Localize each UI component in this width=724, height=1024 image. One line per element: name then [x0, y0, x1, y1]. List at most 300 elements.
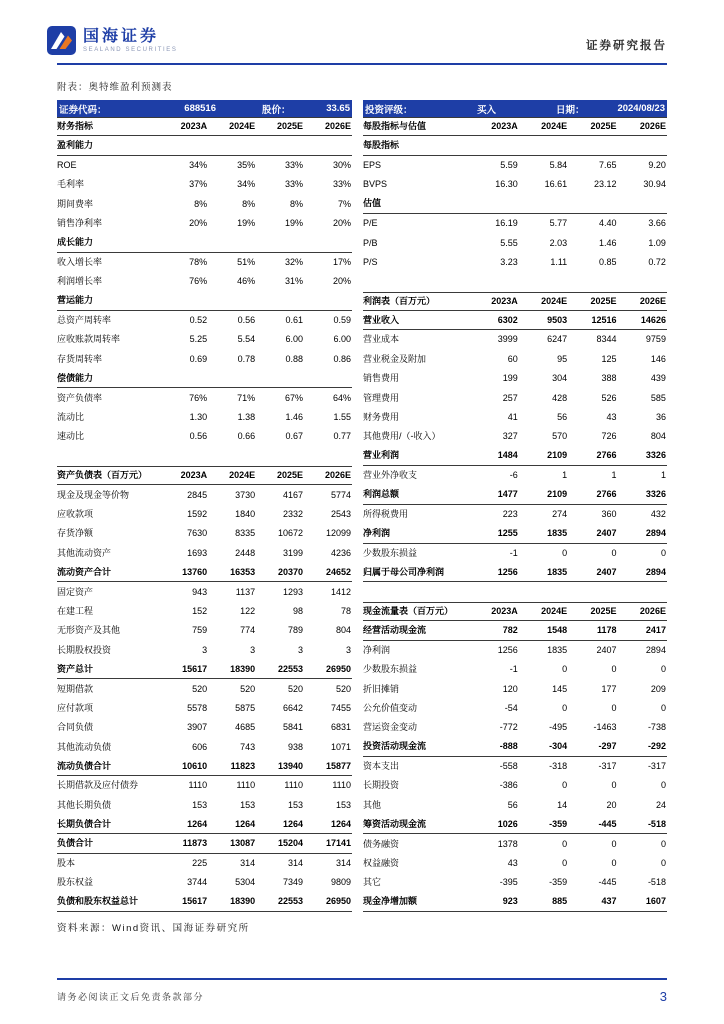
value-cell: -359	[549, 818, 568, 829]
value-cell: 153	[288, 799, 304, 810]
value-cell: 943	[192, 586, 208, 597]
value-cell: 1	[660, 470, 666, 481]
value-cell: 432	[650, 509, 666, 519]
row-label: 在建工程	[57, 605, 94, 616]
row-label: 无形资产及其他	[57, 625, 121, 636]
table-row	[57, 408, 352, 427]
value-cell: 1607	[645, 896, 666, 907]
value-cell: 11873	[182, 838, 208, 849]
stock-code-label: 证券代码：	[59, 104, 107, 116]
row-label: 合同负债	[57, 722, 94, 733]
sealand-logo-icon	[47, 26, 76, 55]
row-label: 资产总计	[57, 663, 94, 674]
table-row	[363, 757, 667, 776]
value-cell: 3326	[645, 489, 666, 500]
table-caption: 附表：奥特维盈利预测表	[57, 82, 173, 93]
value-cell: 0	[611, 547, 617, 558]
value-cell: 146	[650, 353, 666, 364]
value-cell: -445	[598, 818, 617, 829]
date-value: 2024/08/23	[617, 103, 665, 114]
table-spacer-row	[57, 447, 352, 466]
table-row	[57, 350, 352, 369]
value-cell: 520	[288, 683, 304, 694]
table-row	[57, 505, 352, 524]
value-cell: 1071	[330, 741, 351, 752]
value-cell: -318	[549, 761, 568, 772]
value-cell: 18390	[230, 896, 256, 907]
value-cell: -518	[647, 877, 666, 888]
value-cell: 789	[288, 625, 304, 636]
value-cell: 78%	[189, 256, 208, 267]
value-cell: 360	[601, 509, 617, 519]
value-cell: 3	[298, 644, 304, 655]
row-label: 管理费用	[363, 392, 400, 403]
stock-info-left	[57, 100, 352, 117]
value-cell: 2417	[645, 624, 666, 635]
value-cell: 3730	[235, 489, 256, 500]
value-cell: 585	[650, 392, 666, 403]
value-cell: 5.84	[549, 159, 568, 170]
page-footer	[57, 978, 667, 1004]
value-cell: -772	[499, 722, 518, 733]
value-cell: 3	[202, 644, 208, 655]
value-cell: 7455	[330, 702, 351, 713]
value-cell: 0.69	[189, 353, 208, 364]
value-cell: 1264	[187, 818, 208, 829]
value-cell: 3.66	[648, 218, 666, 229]
value-cell: -1	[509, 547, 518, 558]
table-row	[57, 253, 352, 272]
value-cell: 2894	[645, 644, 666, 655]
row-label: 资本支出	[363, 761, 400, 772]
row-label: 其他长期负债	[57, 799, 112, 810]
table-row	[57, 214, 352, 233]
value-cell: 314	[335, 858, 351, 869]
value-cell: 10672	[278, 528, 304, 539]
value-cell: 71%	[237, 392, 256, 403]
value-cell: -317	[647, 761, 666, 772]
rating-label: 投资评级：	[365, 104, 413, 116]
value-cell: 78	[340, 605, 351, 616]
row-label: 存货周转率	[57, 353, 103, 364]
row-label: 估值	[363, 198, 382, 209]
value-cell: 46%	[237, 276, 256, 287]
row-label: 应收款项	[57, 509, 94, 519]
row-label: 每股指标	[363, 140, 400, 151]
table-row	[363, 311, 667, 330]
table-row	[363, 350, 667, 369]
valuation-income-cashflow-table	[363, 117, 667, 912]
value-cell: 304	[552, 373, 568, 384]
year-header-cell: 2026E	[639, 121, 666, 132]
value-cell: 225	[192, 858, 208, 869]
row-label: 长期负债合计	[57, 818, 112, 829]
value-cell: -359	[549, 877, 568, 888]
value-cell: 153	[335, 799, 351, 810]
value-cell: 14626	[640, 314, 666, 325]
row-label: 收入增长率	[57, 256, 103, 267]
brand-block	[47, 26, 177, 55]
value-cell: 6.00	[285, 334, 304, 345]
value-cell: 1026	[497, 818, 518, 829]
value-cell: 23.12	[594, 179, 617, 190]
brand-subtitle: SEALAND SECURITIES	[83, 46, 178, 53]
table-row	[363, 738, 667, 757]
table-row	[57, 485, 352, 504]
value-cell: 4167	[283, 489, 304, 500]
table-row	[363, 427, 667, 446]
value-cell: 0.72	[648, 256, 666, 267]
table-row	[57, 621, 352, 640]
stock-info-bar	[57, 100, 667, 117]
value-cell: -738	[647, 722, 666, 733]
brand-name: 国海证券	[83, 27, 160, 45]
table-spacer-row	[363, 272, 667, 291]
value-cell: -297	[598, 741, 617, 752]
row-label: 现金净增加额	[363, 896, 418, 907]
table-row	[57, 156, 352, 175]
table-row	[57, 815, 352, 834]
value-cell: 2407	[596, 644, 617, 655]
value-cell: 20370	[278, 566, 304, 577]
value-cell: -317	[598, 761, 617, 772]
value-cell: 30.94	[643, 179, 666, 190]
row-label: 期间费率	[57, 198, 94, 209]
value-cell: 34%	[237, 179, 256, 190]
row-label: 营业利润	[363, 450, 400, 461]
row-label: 总资产周转率	[57, 315, 112, 326]
table-row	[363, 621, 667, 640]
value-cell: 34%	[189, 159, 208, 170]
row-label: 流动比	[57, 412, 85, 423]
value-cell: 0.85	[599, 256, 617, 267]
value-cell: 4685	[235, 722, 256, 733]
table-row	[57, 524, 352, 543]
value-cell: 0	[562, 838, 568, 849]
value-cell: 15204	[278, 838, 304, 849]
value-cell: 33%	[285, 179, 304, 190]
table-row	[363, 699, 667, 718]
value-cell: 1255	[497, 527, 518, 538]
table-row	[363, 330, 667, 349]
row-label: 少数股东损益	[363, 664, 418, 675]
row-label: 毛利率	[57, 179, 85, 190]
row-label: 其他流动资产	[57, 547, 112, 558]
row-label: 销售费用	[363, 373, 400, 384]
year-header-cell: 2025E	[277, 470, 304, 481]
value-cell: 153	[192, 799, 208, 810]
stock-code-value: 688516	[184, 103, 216, 114]
value-cell: 13940	[278, 760, 304, 771]
value-cell: 153	[240, 799, 256, 810]
table-row	[57, 854, 352, 873]
value-cell: 2766	[596, 450, 617, 461]
value-cell: 5.59	[500, 159, 518, 170]
value-cell: 16.61	[544, 179, 568, 190]
table-row	[57, 117, 352, 136]
value-cell: 1840	[235, 509, 256, 519]
value-cell: -1463	[593, 722, 617, 733]
row-label: 资产负债率	[57, 392, 103, 403]
table-row	[57, 757, 352, 776]
table-row	[57, 893, 352, 912]
value-cell: 13087	[230, 838, 256, 849]
value-cell: 14	[557, 799, 568, 810]
year-header-cell: 2026E	[639, 605, 666, 616]
value-cell: 7%	[337, 198, 351, 209]
value-cell: 76%	[189, 276, 208, 287]
value-cell: 1.38	[237, 412, 256, 423]
value-cell: 743	[240, 741, 256, 752]
value-cell: 2894	[645, 566, 666, 577]
table-row	[57, 136, 352, 155]
row-label: 经营活动现金流	[363, 624, 427, 635]
value-cell: 2407	[596, 527, 617, 538]
value-cell: 30%	[332, 159, 351, 170]
value-cell: 35%	[237, 159, 256, 170]
table-row	[363, 776, 667, 795]
value-cell: 41	[507, 412, 518, 423]
row-label: 短期借款	[57, 683, 94, 694]
table-row	[363, 815, 667, 834]
value-cell: 1548	[547, 624, 568, 635]
value-cell: 0.77	[333, 431, 351, 442]
value-cell: 6302	[497, 314, 518, 325]
value-cell: 12516	[591, 314, 617, 325]
year-header-cell: 2024E	[541, 295, 568, 306]
value-cell: 0	[562, 702, 568, 713]
value-cell: 3326	[645, 450, 666, 461]
value-cell: 1592	[187, 509, 208, 519]
value-cell: 16.19	[495, 218, 518, 229]
year-header-cell: 2023A	[491, 295, 518, 306]
value-cell: 804	[335, 625, 351, 636]
value-cell: 439	[650, 373, 666, 384]
value-cell: 43	[606, 412, 617, 423]
value-cell: 3.23	[500, 256, 518, 267]
table-row	[57, 699, 352, 718]
row-label: 营业成本	[363, 334, 400, 345]
table-spacer-row	[363, 582, 667, 601]
value-cell: 2766	[596, 489, 617, 500]
row-label: 长期股权投资	[57, 644, 112, 655]
row-label: 折旧摊销	[363, 683, 400, 694]
value-cell: 13760	[182, 566, 208, 577]
row-label: EPS	[363, 159, 382, 170]
value-cell: 95	[557, 353, 568, 364]
table-row	[57, 272, 352, 291]
table-row	[363, 893, 667, 912]
table-row	[363, 544, 667, 563]
value-cell: 10610	[182, 760, 208, 771]
row-label: 财务指标	[57, 121, 94, 132]
table-row	[363, 873, 667, 892]
value-cell: 122	[240, 605, 256, 616]
value-cell: -495	[549, 722, 568, 733]
value-cell: 726	[601, 431, 617, 442]
value-cell: 15617	[182, 663, 208, 674]
value-cell: 2894	[645, 527, 666, 538]
row-label: 资产负债表（百万元）	[57, 470, 148, 481]
value-cell: 19%	[285, 218, 304, 229]
value-cell: 0	[611, 780, 617, 791]
table-row	[57, 195, 352, 214]
row-label: 公允价值变动	[363, 702, 418, 713]
value-cell: 1.46	[599, 237, 617, 248]
value-cell: 11823	[230, 760, 256, 771]
year-header-cell: 2024E	[541, 605, 568, 616]
value-cell: 1378	[497, 838, 518, 849]
row-label: 股本	[57, 858, 76, 869]
value-cell: 526	[601, 392, 617, 403]
value-cell: 1835	[547, 644, 568, 655]
year-header-cell: 2025E	[277, 121, 304, 132]
value-cell: 199	[502, 373, 518, 384]
value-cell: 177	[601, 683, 617, 694]
year-header-cell: 2025E	[590, 295, 617, 306]
table-row	[57, 544, 352, 563]
table-row	[363, 563, 667, 582]
table-row	[363, 505, 667, 524]
value-cell: 3	[345, 644, 351, 655]
value-cell: 0.67	[285, 431, 304, 442]
value-cell: 1256	[497, 644, 518, 655]
value-cell: 6831	[330, 722, 351, 733]
value-cell: 0.66	[237, 431, 256, 442]
value-cell: 60	[507, 353, 518, 364]
value-cell: 2332	[283, 509, 304, 519]
value-cell: 0.56	[237, 315, 256, 326]
value-cell: 76%	[189, 392, 208, 403]
value-cell: 1264	[283, 818, 304, 829]
value-cell: 314	[288, 858, 304, 869]
row-label: 债务融资	[363, 838, 400, 849]
row-label: 销售净利率	[57, 218, 103, 229]
row-label: 盈利能力	[57, 140, 94, 151]
value-cell: 938	[288, 741, 304, 752]
row-label: P/B	[363, 237, 378, 248]
row-label: ROE	[57, 159, 77, 170]
value-cell: 1264	[330, 818, 351, 829]
table-row	[57, 660, 352, 679]
value-cell: 120	[502, 683, 518, 694]
value-cell: 36	[655, 412, 666, 423]
value-cell: 16353	[230, 566, 256, 577]
value-cell: 437	[601, 896, 617, 907]
table-row	[57, 834, 352, 853]
value-cell: 0	[660, 838, 666, 849]
value-cell: 56	[557, 412, 568, 423]
value-cell: 3199	[283, 547, 304, 558]
value-cell: 31%	[285, 276, 304, 287]
row-label: 投资活动现金流	[363, 741, 427, 752]
table-row	[363, 660, 667, 679]
row-label: BVPS	[363, 179, 388, 190]
table-row	[363, 447, 667, 466]
value-cell: 923	[502, 896, 518, 907]
value-cell: 428	[552, 392, 568, 403]
report-type-label: 证券研究报告	[586, 40, 667, 52]
table-row	[363, 233, 667, 252]
value-cell: 22553	[278, 663, 304, 674]
value-cell: 3999	[497, 334, 518, 345]
row-label: P/E	[363, 218, 378, 229]
table-row	[363, 834, 667, 853]
value-cell: 2407	[596, 566, 617, 577]
value-cell: 2.03	[549, 237, 568, 248]
value-cell: 1264	[235, 818, 256, 829]
row-label: 净利润	[363, 644, 391, 655]
table-row	[363, 602, 667, 621]
row-label: 筹资活动现金流	[363, 818, 427, 829]
table-row	[57, 388, 352, 407]
value-cell: 7349	[283, 877, 304, 888]
value-cell: 9503	[547, 314, 568, 325]
value-cell: 5.25	[189, 334, 208, 345]
value-cell: 1256	[497, 566, 518, 577]
forecast-tables	[57, 117, 667, 912]
table-row	[57, 175, 352, 194]
value-cell: 20%	[332, 218, 351, 229]
value-cell: 8335	[235, 528, 256, 539]
table-row	[363, 156, 667, 175]
year-header-cell: 2025E	[590, 121, 617, 132]
footer-divider	[57, 978, 667, 980]
value-cell: 26950	[325, 663, 351, 674]
value-cell: 1.11	[550, 256, 568, 267]
row-label: 每股指标与估值	[363, 121, 427, 132]
value-cell: 51%	[237, 256, 256, 267]
value-cell: -518	[647, 818, 666, 829]
value-cell: 20%	[189, 218, 208, 229]
year-header-cell: 2023A	[491, 605, 518, 616]
value-cell: 16.30	[495, 179, 518, 190]
value-cell: 17%	[332, 256, 351, 267]
value-cell: 24652	[325, 566, 351, 577]
value-cell: 1110	[236, 780, 256, 791]
value-cell: 32%	[285, 256, 304, 267]
row-label: 其他费用/（-收入）	[363, 431, 441, 442]
value-cell: 1110	[332, 780, 351, 791]
row-label: 少数股东损益	[363, 547, 418, 558]
table-row	[57, 582, 352, 601]
value-cell: 145	[552, 683, 568, 694]
stock-info-right	[363, 100, 667, 117]
table-row	[363, 679, 667, 698]
value-cell: 606	[192, 741, 208, 752]
table-row	[363, 408, 667, 427]
row-label: 净利润	[363, 527, 391, 538]
value-cell: 7.65	[599, 159, 617, 170]
value-cell: 1412	[330, 586, 351, 597]
value-cell: 1.30	[189, 412, 208, 423]
table-row	[57, 738, 352, 757]
value-cell: 15617	[182, 896, 208, 907]
table-row	[57, 563, 352, 582]
value-cell: 8344	[596, 334, 617, 345]
row-label: 归属于母公司净利润	[363, 566, 445, 577]
value-cell: 1	[562, 470, 568, 481]
row-label: 财务费用	[363, 412, 400, 423]
row-label: 负债合计	[57, 838, 94, 849]
value-cell: 3907	[187, 722, 208, 733]
value-cell: 0	[562, 547, 568, 558]
row-label: 现金及现金等价物	[57, 489, 130, 500]
value-cell: 20%	[332, 276, 351, 287]
row-label: 成长能力	[57, 237, 94, 248]
value-cell: 0	[611, 858, 617, 869]
value-cell: 9809	[330, 877, 351, 888]
